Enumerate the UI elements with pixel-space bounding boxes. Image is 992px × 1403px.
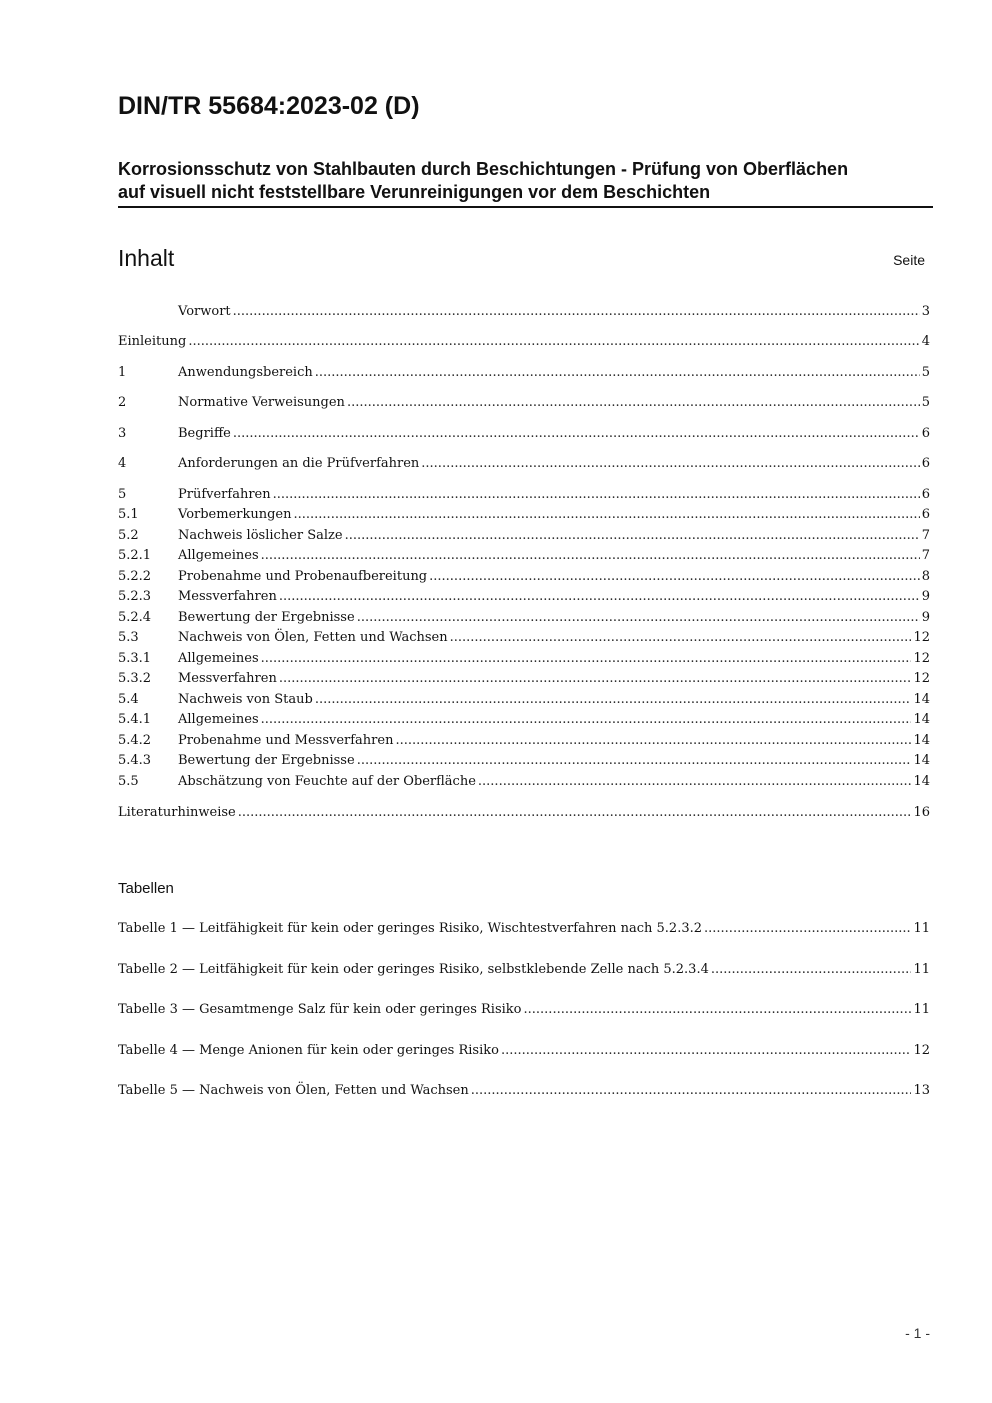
table-entry-page: 11: [913, 962, 930, 977]
table-entry-title: Tabelle 5 — Nachweis von Ölen, Fetten und Wachsen: [118, 1083, 469, 1098]
subtitle-line-2: auf visuell nicht feststellbare Verunreinigungen vor dem Beschichten: [118, 182, 711, 202]
toc-entry-5-2-2[interactable]: [118, 567, 930, 587]
toc-entry-title: Anwendungsbereich: [178, 365, 313, 380]
toc-entry-5[interactable]: [118, 485, 930, 505]
toc-leader-dots: [261, 710, 912, 730]
toc-entry-page: 12: [913, 671, 930, 686]
toc-entry-5-4-1[interactable]: [118, 710, 930, 730]
toc-entry-5-3-2[interactable]: [118, 669, 930, 689]
toc-leader-dots: [261, 649, 912, 669]
toc-entry-title: Nachweis löslicher Salze: [178, 528, 343, 543]
toc-entry-title: Vorwort: [178, 304, 231, 319]
toc-entry-title: Einleitung: [118, 334, 187, 349]
toc-entry-title: Messverfahren: [178, 671, 277, 686]
document-id: DIN/TR 55684:2023-02 (D): [118, 92, 420, 120]
toc-entry-page: 3: [921, 304, 930, 319]
table-entry-page: 12: [913, 1043, 930, 1058]
toc-entry-3[interactable]: [118, 424, 930, 444]
toc-entry-title: Allgemeines: [178, 548, 259, 563]
toc-entry-number: 3: [118, 426, 127, 441]
toc-entry-page: 6: [921, 456, 930, 471]
toc-entry-number: 5.1: [118, 507, 139, 522]
toc-entry-title: Probenahme und Messverfahren: [178, 733, 394, 748]
toc-leader-dots: [279, 587, 920, 607]
toc-leader-dots: [395, 731, 911, 751]
table-entry-title: Tabelle 4 — Menge Anionen für kein oder geringes Risiko: [118, 1043, 499, 1058]
toc-entry-number: 2: [118, 395, 127, 410]
toc-entry-page: 5: [921, 395, 930, 410]
toc-entry-page: 14: [913, 753, 930, 768]
toc-entry-5-2-1[interactable]: [118, 546, 930, 566]
table-entry-page: 11: [913, 921, 930, 936]
toc-entry-5-2[interactable]: [118, 526, 930, 546]
toc-leader-dots: [524, 1000, 912, 1020]
toc-leader-dots: [478, 772, 912, 792]
table-entry-page: 13: [913, 1083, 930, 1098]
toc-leader-dots: [357, 751, 912, 771]
toc-entry-page: 7: [921, 528, 930, 543]
toc-entry-title: Begriffe: [178, 426, 231, 441]
toc-entry-title: Nachweis von Ölen, Fetten und Wachsen: [178, 630, 448, 645]
toc-leader-dots: [421, 454, 919, 474]
toc-entry-number: 4: [118, 456, 127, 471]
toc-entry-number: 5.2.1: [118, 548, 152, 563]
page-number: - 1 -: [905, 1325, 930, 1341]
toc-leader-dots: [294, 505, 920, 525]
toc-entry-title: Probenahme und Probenaufbereitung: [178, 569, 428, 584]
toc-entry-page: 12: [913, 630, 930, 645]
toc-leader-dots: [501, 1041, 911, 1061]
toc-entry-vorwort[interactable]: [118, 302, 930, 322]
toc-entry-title: Abschätzung von Feuchte auf der Oberfläche: [178, 774, 476, 789]
toc-entry-5-1[interactable]: [118, 505, 930, 525]
toc-leader-dots: [238, 803, 912, 823]
table-entry-3[interactable]: [118, 1000, 930, 1020]
toc-entry-title: Vorbemerkungen: [178, 507, 292, 522]
toc-entry-page: 14: [913, 774, 930, 789]
table-entry-4[interactable]: [118, 1041, 930, 1061]
toc-leader-dots: [188, 332, 919, 352]
toc-leader-dots: [704, 919, 911, 939]
toc-entry-page: 16: [913, 805, 930, 820]
toc-entry-1[interactable]: [118, 363, 930, 383]
toc-entry-page: 14: [913, 733, 930, 748]
toc-leader-dots: [345, 526, 920, 546]
toc-entry-page: 14: [913, 692, 930, 707]
toc-entry-page: 14: [913, 712, 930, 727]
toc-leader-dots: [471, 1081, 912, 1101]
table-entry-title: Tabelle 2 — Leitfähigkeit für kein oder geringes Risiko, selbstklebende Zelle nach 5.2.3.4: [118, 962, 709, 977]
toc-entry-number: 5.5: [118, 774, 139, 789]
toc-leader-dots: [315, 690, 912, 710]
toc-entry-title: Anforderungen an die Prüfverfahren: [178, 456, 420, 471]
table-entry-2[interactable]: [118, 960, 930, 980]
toc-entry-literaturhinweise[interactable]: [118, 803, 930, 823]
toc-entry-page: 6: [921, 487, 930, 502]
toc-entry-number: 5.4.1: [118, 712, 152, 727]
toc-entry-title: Nachweis von Staub: [178, 692, 313, 707]
toc-leader-dots: [233, 424, 920, 444]
toc-entry-number: 5.4: [118, 692, 139, 707]
table-entry-page: 11: [913, 1002, 930, 1017]
subtitle-line-1: Korrosionsschutz von Stahlbauten durch Beschichtungen - Prüfung von Oberflächen: [118, 159, 849, 179]
toc-entry-number: 5.2.4: [118, 610, 152, 625]
toc-entry-page: 6: [921, 426, 930, 441]
toc-leader-dots: [429, 567, 920, 587]
toc-entry-page: 7: [921, 548, 930, 563]
toc-leader-dots: [315, 363, 920, 383]
tables-heading: Tabellen: [118, 880, 174, 897]
toc-entry-title: Normative Verweisungen: [178, 395, 345, 410]
toc-entry-5-3[interactable]: [118, 628, 930, 648]
toc-entry-number: 5.2: [118, 528, 139, 543]
toc-entry-number: 5.3: [118, 630, 139, 645]
document-subtitle: [118, 158, 933, 208]
toc-entry-page: 8: [921, 569, 930, 584]
toc-entry-page: 4: [921, 334, 930, 349]
toc-entry-title: Bewertung der Ergebnisse: [178, 610, 355, 625]
table-entry-title: Tabelle 3 — Gesamtmenge Salz für kein oder geringes Risiko: [118, 1002, 522, 1017]
toc-leader-dots: [261, 546, 920, 566]
toc-leader-dots: [273, 485, 920, 505]
toc-entry-number: 5.4.2: [118, 733, 152, 748]
toc-entry-title: Messverfahren: [178, 589, 277, 604]
toc-entry-number: 5: [118, 487, 127, 502]
toc-heading: Inhalt: [118, 245, 175, 271]
toc-entry-title: Bewertung der Ergebnisse: [178, 753, 355, 768]
toc-entry-page: 5: [921, 365, 930, 380]
toc-entry-title: Allgemeines: [178, 651, 259, 666]
toc-entry-number: 5.4.3: [118, 753, 152, 768]
toc-leader-dots: [347, 393, 920, 413]
toc-entry-title: Allgemeines: [178, 712, 259, 727]
toc-entry-2[interactable]: [118, 393, 930, 413]
toc-entry-5-4-3[interactable]: [118, 751, 930, 771]
toc-entry-page: 9: [921, 610, 930, 625]
toc-leader-dots: [279, 669, 912, 689]
toc-leader-dots: [233, 302, 920, 322]
toc-entry-5-2-3[interactable]: [118, 587, 930, 607]
toc-entry-page: 9: [921, 589, 930, 604]
toc-entry-5-4-2[interactable]: [118, 731, 930, 751]
table-entry-title: Tabelle 1 — Leitfähigkeit für kein oder geringes Risiko, Wischtestverfahren nach 5.2.3.2: [118, 921, 703, 936]
toc-entry-title: Literaturhinweise: [118, 805, 236, 820]
toc-entry-number: 1: [118, 365, 127, 380]
toc-entry-number: 5.2.2: [118, 569, 152, 584]
toc-leader-dots: [357, 608, 920, 628]
toc-entry-4[interactable]: [118, 454, 930, 474]
toc-leader-dots: [711, 960, 912, 980]
toc-entry-number: 5.3.1: [118, 651, 152, 666]
toc-entry-5-4[interactable]: [118, 690, 930, 710]
table-entry-1[interactable]: [118, 919, 930, 939]
toc-entry-title: Prüfverfahren: [178, 487, 271, 502]
table-entry-5[interactable]: [118, 1081, 930, 1101]
toc-entry-page: 12: [913, 651, 930, 666]
toc-page-label: Seite: [893, 252, 925, 268]
toc-entry-number: 5.3.2: [118, 671, 152, 686]
toc-entry-5-5[interactable]: [118, 772, 930, 792]
toc-entry-5-3-1[interactable]: [118, 649, 930, 669]
toc-entry-page: 6: [921, 507, 930, 522]
toc-entry-5-2-4[interactable]: [118, 608, 930, 628]
toc-leader-dots: [450, 628, 912, 648]
toc-entry-einleitung[interactable]: [118, 332, 930, 352]
toc-entry-number: 5.2.3: [118, 589, 152, 604]
